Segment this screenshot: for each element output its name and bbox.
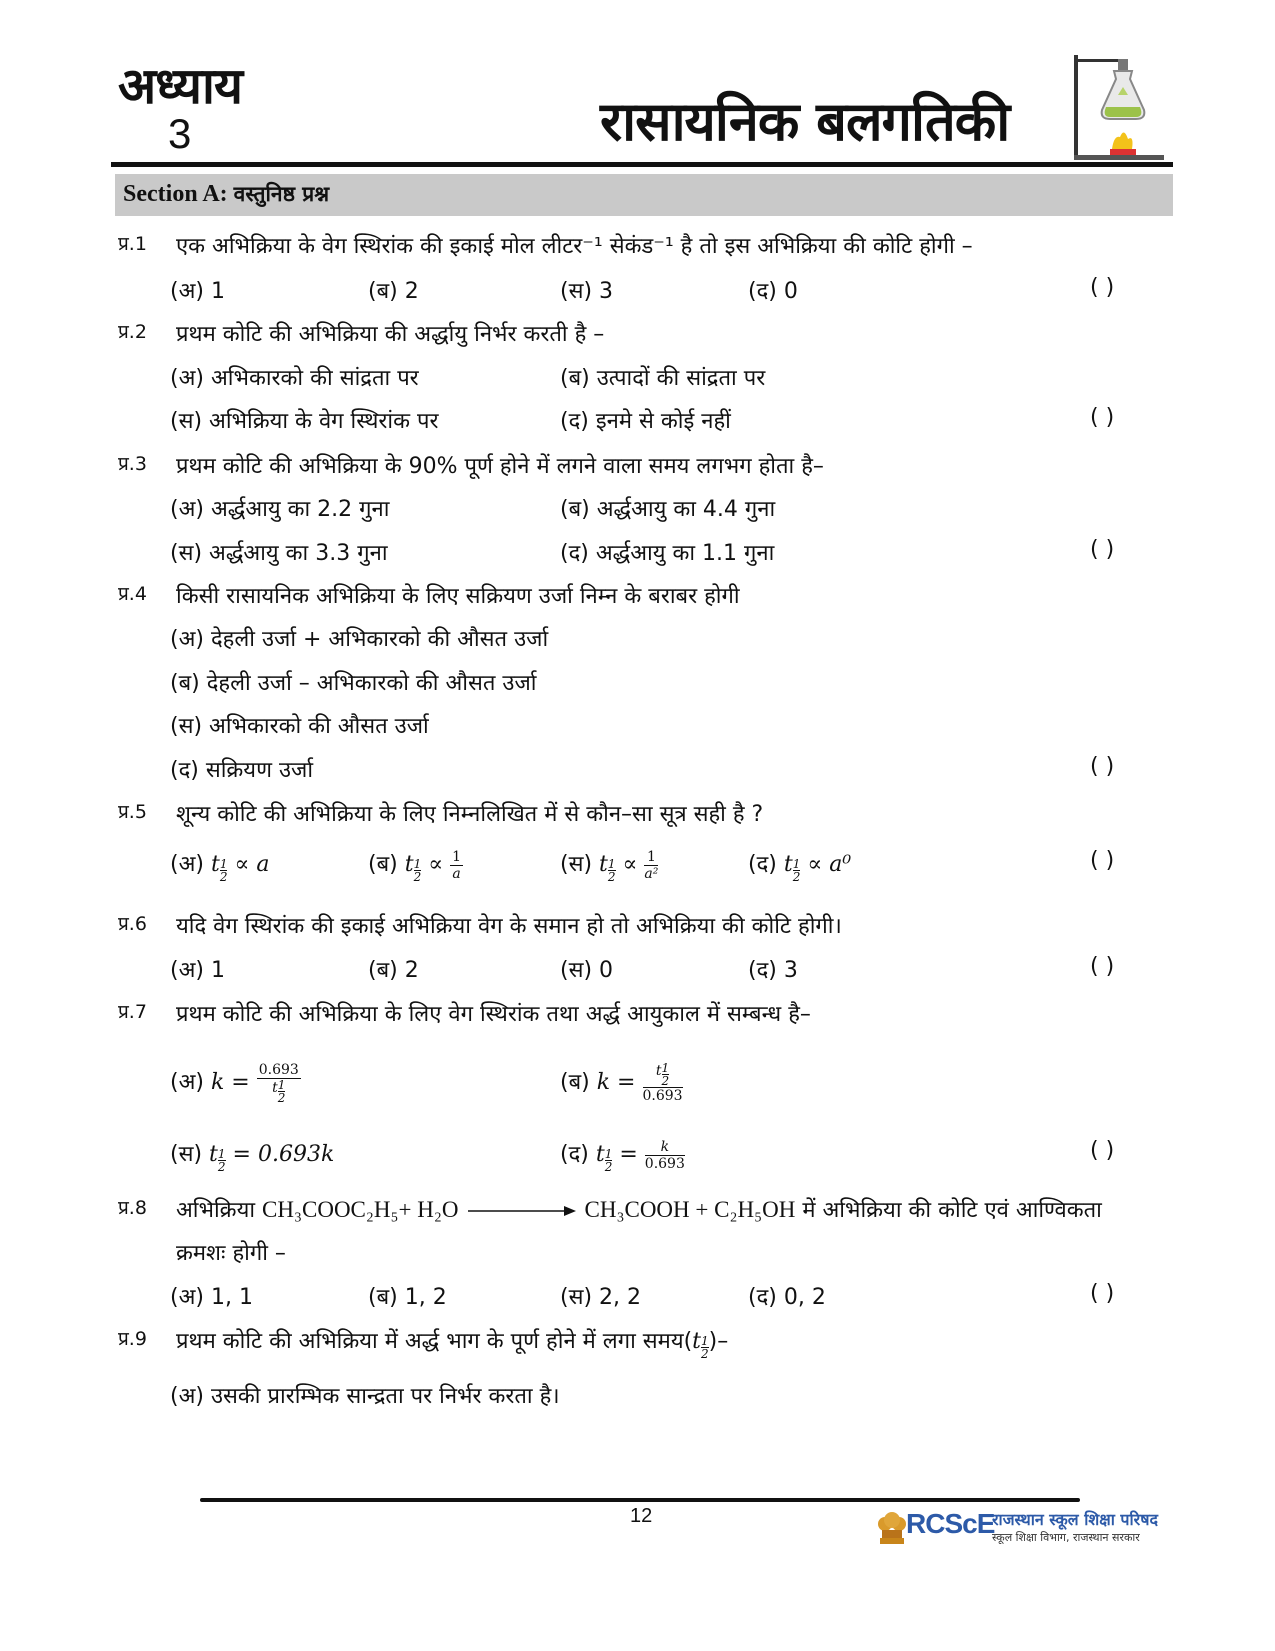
question-1-options — [0, 275, 1275, 311]
option-b[interactable]: (ब) देहली उर्जा – अभिकारको की औसत उर्जा — [170, 671, 537, 696]
option-c[interactable]: (स) 2, 2 — [560, 1285, 642, 1310]
rcsce-logo — [872, 1502, 1230, 1556]
question-7: प्र.7 प्रथम कोटि की अभिक्रिया के लिए वेग स्थिरांक तथा अर्द्ध आयुकाल में सम्बन्ध है– — [118, 1001, 811, 1027]
logo-title: राजस्थान स्कूल शिक्षा परिषद — [992, 1510, 1158, 1529]
answer-blank[interactable]: ( ) — [1090, 405, 1115, 430]
option-a[interactable]: (अ) अर्द्धआयु का 2.2 गुना — [170, 497, 390, 522]
question-7-options-row1 — [0, 1050, 1275, 1120]
answer-blank[interactable]: ( ) — [1090, 1281, 1115, 1306]
reaction-arrow-icon — [466, 1204, 578, 1218]
fraction: $\frac{1}{a}$ — [452, 848, 462, 882]
option-c[interactable]: (स) t $\frac{1}{2}$ = 0.693k — [170, 1142, 335, 1174]
option-a[interactable]: (अ) 1 — [170, 958, 225, 983]
option-c[interactable]: (स) 3 — [560, 279, 614, 304]
question-4: प्र.4 किसी रासायनिक अभिक्रिया के लिए सक्रियण उर्जा निम्न के बराबर होगी — [118, 583, 740, 609]
chapter-number: 3 — [168, 110, 192, 157]
answer-blank[interactable]: ( ) — [1090, 1138, 1115, 1163]
chapter-title: रासायनिक बलगतिकी — [600, 90, 1010, 153]
logo-subtitle: स्कूल शिक्षा विभाग, राजस्थान सरकार — [992, 1531, 1140, 1544]
fraction: t $\frac{1}{2}$ 0.693 — [642, 1061, 683, 1104]
question-3-options-row1 — [0, 493, 1275, 529]
question-8: प्र.8 अभिक्रिया CH₃COOC₂H₅+ H₂O CH₃COOH + C₂H₅OH में अभिक्रिया की कोटि एवं आण्विकता — [118, 1197, 1102, 1223]
option-d[interactable]: (द) t $\frac{1}{2}$ ∝ a⁰ — [748, 852, 852, 884]
answer-blank[interactable]: ( ) — [1090, 275, 1115, 300]
answer-blank[interactable]: ( ) — [1090, 754, 1115, 779]
option-c[interactable]: (स) अभिक्रिया के वेग स्थिरांक पर — [170, 409, 439, 434]
option-d[interactable]: (द) t $\frac{1}{2}$ = $\frac{k}{0.693}$ — [560, 1138, 685, 1174]
question-3-options-row2 — [0, 537, 1275, 573]
answer-blank[interactable]: ( ) — [1090, 848, 1115, 873]
products: CH₃COOH + C₂H₅OH — [584, 1197, 796, 1222]
option-b[interactable]: (ब) 2 — [368, 958, 419, 983]
fraction: $\frac{k}{0.693}$ — [644, 1138, 685, 1172]
header-rule — [111, 162, 1173, 167]
option-b[interactable]: (ब) t $\frac{1}{2}$ ∝ $\frac{1}{a}$ — [368, 848, 462, 884]
reactants: CH₃COOC₂H₅+ H₂O — [262, 1197, 459, 1222]
answer-blank[interactable]: ( ) — [1090, 954, 1115, 979]
question-2: प्र.2 प्रथम कोटि की अभिक्रिया की अर्द्धायु निर्भर करती है – — [118, 321, 605, 347]
option-c[interactable]: (स) अभिकारको की औसत उर्जा — [170, 714, 429, 739]
option-c[interactable]: (स) t $\frac{1}{2}$ ∝ $\frac{1}{\text{a²}}$ — [560, 848, 659, 884]
question-9: प्र.9 प्रथम कोटि की अभिक्रिया में अर्द्ध भाग के पूर्ण होने में लगा समय(t $\frac{1}{2}$ )– — [118, 1328, 729, 1361]
question-2-options-row1 — [0, 362, 1275, 398]
option-b[interactable]: (ब) अर्द्धआयु का 4.4 गुना — [560, 497, 776, 522]
page-number: 12 — [630, 1505, 653, 1527]
option-d[interactable]: (द) 0 — [748, 279, 798, 304]
answer-blank[interactable]: ( ) — [1090, 537, 1115, 562]
section-title: Section A: वस्तुनिष्ठ प्रश्न — [123, 181, 330, 207]
question-4-option-b — [0, 667, 1275, 703]
question-5: प्र.5 शून्य कोटि की अभिक्रिया के लिए निम्नलिखित में से कौन–सा सूत्र सही है ? — [118, 801, 764, 827]
question-2-options-row2 — [0, 405, 1275, 441]
option-d[interactable]: (द) 3 — [748, 958, 798, 983]
question-4-option-d — [0, 754, 1275, 790]
question-4-option-c — [0, 710, 1275, 746]
section-header — [115, 174, 1173, 216]
fraction: 0.693 t $\frac{1}{2}$ — [258, 1062, 299, 1105]
question-8-line2: क्रमशः होगी – — [176, 1241, 286, 1266]
question-4-option-a — [0, 623, 1275, 659]
question-8-options — [0, 1281, 1275, 1317]
question-6-options — [0, 954, 1275, 990]
option-d[interactable]: (द) अर्द्धआयु का 1.1 गुना — [560, 541, 775, 566]
option-b[interactable]: (ब) 2 — [368, 279, 419, 304]
question-1: प्र.1 एक अभिक्रिया के वेग स्थिरांक की इकाई मोल लीटर⁻¹ सेकंड⁻¹ है तो इस अभिक्रिया की कोटि होगी – — [118, 233, 973, 259]
logo-abbreviation: RCScE — [906, 1508, 995, 1539]
option-a[interactable]: (अ) उसकी प्रारम्भिक सान्द्रता पर निर्भर करता है। — [170, 1384, 560, 1409]
option-b[interactable]: (ब) 1, 2 — [368, 1285, 447, 1310]
option-a[interactable]: (अ) अभिकारको की सांद्रता पर — [170, 366, 419, 391]
option-a[interactable]: (अ) 1 — [170, 279, 225, 304]
fraction: $\frac{1}{\text{a²}}$ — [644, 848, 659, 882]
option-a[interactable]: (अ) 1, 1 — [170, 1285, 253, 1310]
option-a[interactable]: (अ) देहली उर्जा + अभिकारको की औसत उर्जा — [170, 627, 549, 652]
option-a[interactable]: (अ) t $\frac{1}{2}$ ∝ a — [170, 852, 270, 884]
question-7-options-row2 — [0, 1138, 1275, 1178]
option-c[interactable]: (स) अर्द्धआयु का 3.3 गुना — [170, 541, 388, 566]
question-5-options — [0, 848, 1275, 894]
chapter-word: अध्याय — [118, 57, 242, 115]
option-d[interactable]: (द) इनमे से कोई नहीं — [560, 409, 731, 434]
option-b[interactable]: (ब) उत्पादों की सांद्रता पर — [560, 366, 766, 391]
option-d[interactable]: (द) 0, 2 — [748, 1285, 826, 1310]
option-c[interactable]: (स) 0 — [560, 958, 614, 983]
option-a[interactable]: (अ) k = 0.693 t $\frac{1}{2}$ — [170, 1062, 299, 1105]
option-d[interactable]: (द) सक्रियण उर्जा — [170, 758, 314, 783]
question-9-option-a — [0, 1380, 1275, 1416]
lab-flask-icon — [1074, 55, 1164, 165]
option-b[interactable]: (ब) k = t $\frac{1}{2}$ 0.693 — [560, 1061, 683, 1104]
question-3: प्र.3 प्रथम कोटि की अभिक्रिया के 90% पूर्ण होने में लगने वाला समय लगभग होता है– — [118, 453, 824, 479]
question-6: प्र.6 यदि वेग स्थिरांक की इकाई अभिक्रिया वेग के समान हो तो अभिक्रिया की कोटि होगी। — [118, 913, 842, 939]
